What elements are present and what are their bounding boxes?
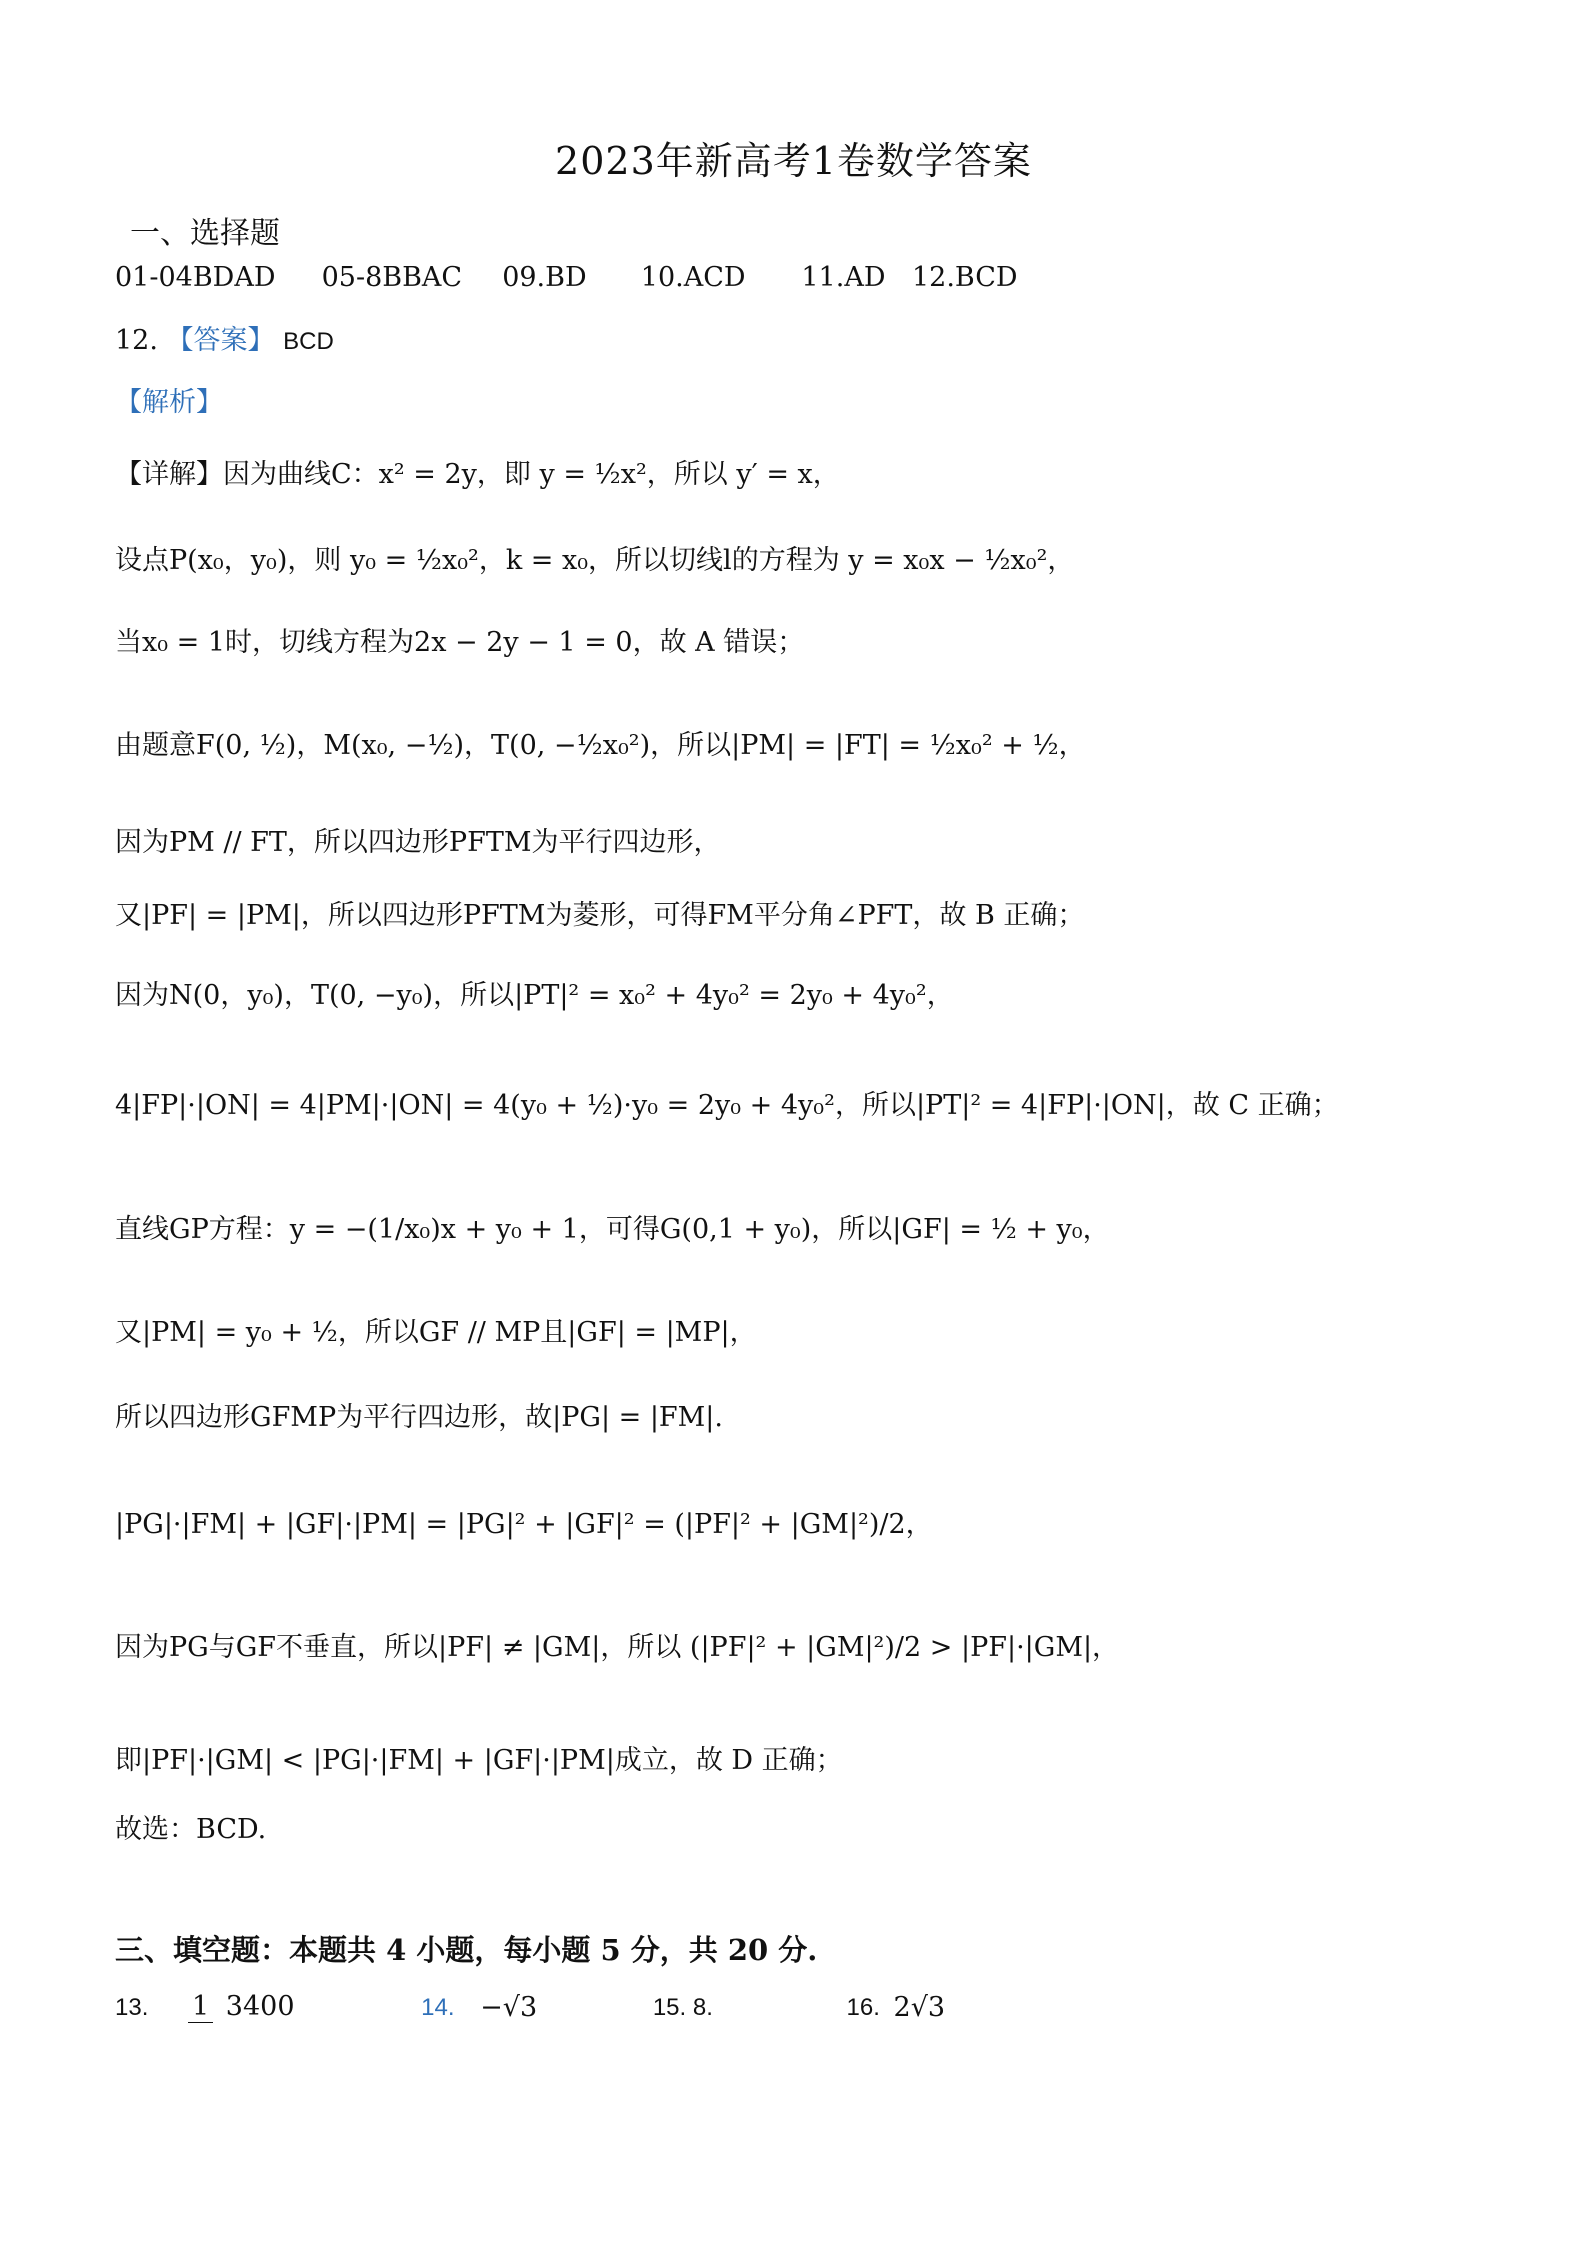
section-heading-fill: 三、填空题：本题共 4 小题，每小题 5 分，共 20 分. bbox=[115, 1933, 818, 1967]
fill-answers bbox=[115, 1992, 945, 2023]
solution-line-6: 又|PF| = |PM|，所以四边形PFTM为菱形，可得FM平分角∠PFT，故 B 正确； bbox=[115, 900, 1085, 931]
q15-answer: 15. 8. bbox=[652, 1993, 713, 2021]
q12-answer bbox=[115, 318, 334, 357]
q13-numerator: 1 bbox=[188, 1992, 213, 2023]
q13-denominator: 3400 bbox=[225, 1991, 295, 2023]
solution-line-10: 又|PM| = y₀ + ½，所以GF // MP且|GF| = |MP|， bbox=[115, 1317, 757, 1348]
q16-number: 16. bbox=[846, 1993, 880, 2021]
answer-10: 10.ACD bbox=[640, 262, 746, 293]
solution-line-5: 因为PM // FT，所以四边形PFTM为平行四边形， bbox=[115, 827, 721, 858]
answer-12: 12.BCD bbox=[911, 262, 1018, 293]
solution-line-14: 即|PF|·|GM| < |PG|·|FM| + |GF|·|PM|成立，故 D 正确； bbox=[115, 1745, 843, 1776]
solution-line-9: 直线GP方程：y = −(1/x₀)x + y₀ + 1，可得G(0,1 + y₀)，所以|GF| = ½ + y₀， bbox=[115, 1214, 1110, 1245]
answer-11: 11.AD bbox=[801, 262, 886, 293]
solution-line-3: 当x₀ = 1时，切线方程为2x − 2y − 1 = 0，故 A 错误； bbox=[115, 627, 805, 658]
q12-value: BCD bbox=[283, 328, 334, 355]
q14-value: −√3 bbox=[480, 1992, 538, 2023]
answer-9: 09.BD bbox=[502, 262, 587, 293]
solution-line-11: 所以四边形GFMP为平行四边形，故|PG| = |FM|. bbox=[115, 1402, 723, 1433]
solution-line-8: 4|FP|·|ON| = 4|PM|·|ON| = 4(y₀ + ½)·y₀ = 2y₀ + 4y₀²，所以|PT|² = 4|FP|·|ON|，故 C 正确； bbox=[115, 1090, 1339, 1121]
solution-line-7: 因为N(0，y₀)，T(0, −y₀)，所以|PT|² = x₀² + 4y₀² = 2y₀ + 4y₀²， bbox=[115, 980, 954, 1011]
answer-5-8: 05-8BBAC bbox=[321, 262, 463, 293]
q16-value: 2√3 bbox=[893, 1992, 946, 2023]
q13-number: 13. bbox=[115, 1993, 149, 2021]
q13-fraction bbox=[188, 1992, 299, 2023]
q12-number: 12. bbox=[115, 325, 158, 356]
solution-line-15: 故选：BCD. bbox=[115, 1814, 267, 1845]
answer-1-4: 01-04BDAD bbox=[115, 262, 276, 293]
solution-line-13: 因为PG与GF不垂直，所以|PF| ≠ |GM|，所以 (|PF|² + |GM|²)/2 > |PF|·|GM|， bbox=[115, 1632, 1120, 1663]
solution-line-2: 设点P(x₀，y₀)，则 y₀ = ½x₀²，k = x₀，所以切线l的方程为 y = x₀x − ½x₀²， bbox=[115, 545, 1075, 576]
solution-line-1: 【详解】因为曲线C：x² = 2y，即 y = ½x²，所以 y′ = x， bbox=[115, 459, 840, 490]
section-heading-choice: 一、选择题 bbox=[130, 216, 280, 251]
q14-number: 14. bbox=[421, 1993, 455, 2021]
solution-line-12: |PG|·|FM| + |GF|·|PM| = |PG|² + |GF|² = (|PF|² + |GM|²)/2， bbox=[115, 1509, 933, 1540]
analysis-tag: 【解析】 bbox=[115, 387, 223, 418]
answer-tag: 【答案】 bbox=[166, 325, 275, 356]
solution-line-4: 由题意F(0, ½)，M(x₀, −½)，T(0, −½x₀²)，所以|PM| = |FT| = ½x₀² + ½， bbox=[115, 730, 1086, 761]
answer-summary bbox=[115, 262, 1018, 293]
page-title: 2023年新高考1卷数学答案 bbox=[555, 139, 1032, 183]
